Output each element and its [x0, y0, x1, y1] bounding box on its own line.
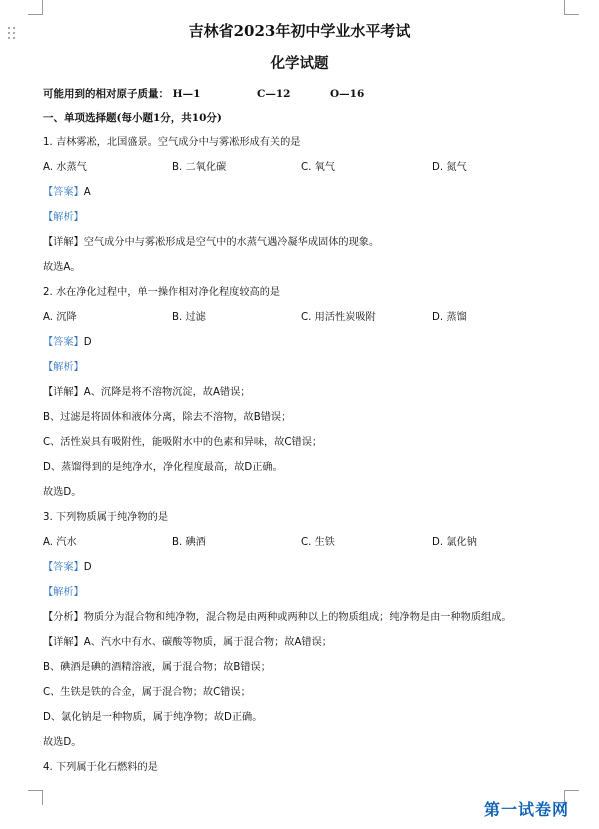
q2-option-d: D. 蒸馏 [432, 312, 467, 323]
answer-value: A [83, 187, 91, 198]
q2-option-b: B. 过滤 [172, 312, 206, 323]
q3-detail-line-4: D、氯化钠是一种物质，属于纯净物；故D正确。 [43, 712, 263, 723]
q3-option-a: A. 汽水 [43, 537, 77, 548]
answer-value: D [83, 562, 92, 573]
detail-text: A、沉降是将不溶物沉淀，故A错误； [83, 387, 251, 398]
q2-detail-line-3: C、活性炭具有吸附性，能吸附水中的色素和异味，故C错误； [43, 437, 323, 448]
q2-conclusion: 故选D。 [43, 487, 82, 498]
q1-conclusion: 故选A。 [43, 262, 81, 273]
section-heading: 一、单项选择题(每小题1分，共10分) [43, 112, 222, 124]
atomic-mass-o: O—16 [330, 88, 365, 100]
q1-option-a: A. 水蒸气 [43, 162, 87, 173]
q3-conclusion: 故选D。 [43, 737, 82, 748]
q2-stem: 2. 水在净化过程中，单一操作相对净化程度较高的是 [43, 287, 281, 298]
q3-detail-line-2: B、碘酒是碘的酒精溶液，属于混合物；故B错误； [43, 662, 271, 673]
crop-mark-top-right [564, 0, 579, 15]
answer-tag: 【答案】 [43, 337, 84, 348]
q1-detail [43, 236, 379, 250]
q1-option-d: D. 氮气 [432, 162, 467, 173]
fenxi-tag: 【分析】 [43, 612, 84, 623]
watermark-logo: 第一试卷网 [484, 800, 570, 819]
q3-detail-line-3: C、生铁是铁的合金，属于混合物；故C错误； [43, 687, 251, 698]
atomic-mass-c: C—12 [257, 88, 291, 100]
q2-detail-line-2: B、过滤是将固体和液体分离，除去不溶物，故B错误； [43, 412, 292, 423]
q3-fenxi [43, 611, 512, 625]
exam-title: 吉林省2023年初中学业水平考试 [188, 22, 411, 40]
q3-analysis-tag: 【解析】 [43, 587, 84, 598]
q1-answer [43, 186, 91, 200]
q3-option-b: B. 碘酒 [172, 537, 206, 548]
q2-detail-line-4: D、蒸馏得到的是纯净水，净化程度最高，故D正确。 [43, 462, 283, 473]
answer-tag: 【答案】 [43, 187, 84, 198]
q2-detail-line-1 [43, 386, 251, 400]
q3-detail-line-1 [43, 636, 332, 650]
q4-stem: 4. 下列属于化石燃料的是 [43, 762, 158, 773]
q1-stem: 1. 吉林雾凇，北国盛景。空气成分中与雾凇形成有关的是 [43, 137, 301, 148]
subject-title: 化学试题 [270, 55, 329, 72]
answer-value: D [83, 337, 92, 348]
q2-answer [43, 336, 92, 350]
q2-option-c: C. 用活性炭吸附 [301, 312, 376, 323]
atomic-mass-label: 可能用到的相对原子质量： [43, 88, 169, 100]
q1-analysis-tag: 【解析】 [43, 212, 84, 223]
crop-mark-bottom-left [28, 790, 43, 805]
q1-option-c: C. 氧气 [301, 162, 335, 173]
atomic-mass-h: H—1 [172, 88, 201, 100]
detail-tag: 【详解】 [43, 237, 84, 248]
q2-analysis-tag: 【解析】 [43, 362, 84, 373]
q2-option-a: A. 沉降 [43, 312, 77, 323]
q3-option-c: C. 生铁 [301, 537, 335, 548]
crop-mark-top-left [28, 0, 43, 15]
detail-text: A、汽水中有水、碳酸等物质，属于混合物；故A错误； [83, 637, 332, 648]
q3-option-d: D. 氯化钠 [432, 537, 477, 548]
atomic-mass-line [43, 87, 200, 101]
detail-tag: 【详解】 [43, 387, 84, 398]
answer-tag: 【答案】 [43, 562, 84, 573]
q3-answer [43, 561, 92, 575]
fenxi-text: 物质分为混合物和纯净物，混合物是由两种或两种以上的物质组成；纯净物是由一种物质组成。 [83, 612, 512, 623]
q1-option-b: B. 二氧化碳 [172, 162, 227, 173]
detail-text: 空气成分中与雾凇形成是空气中的水蒸气遇冷凝华成固体的现象。 [83, 237, 380, 248]
detail-tag: 【详解】 [43, 637, 84, 648]
q3-stem: 3. 下列物质属于纯净物的是 [43, 512, 169, 523]
